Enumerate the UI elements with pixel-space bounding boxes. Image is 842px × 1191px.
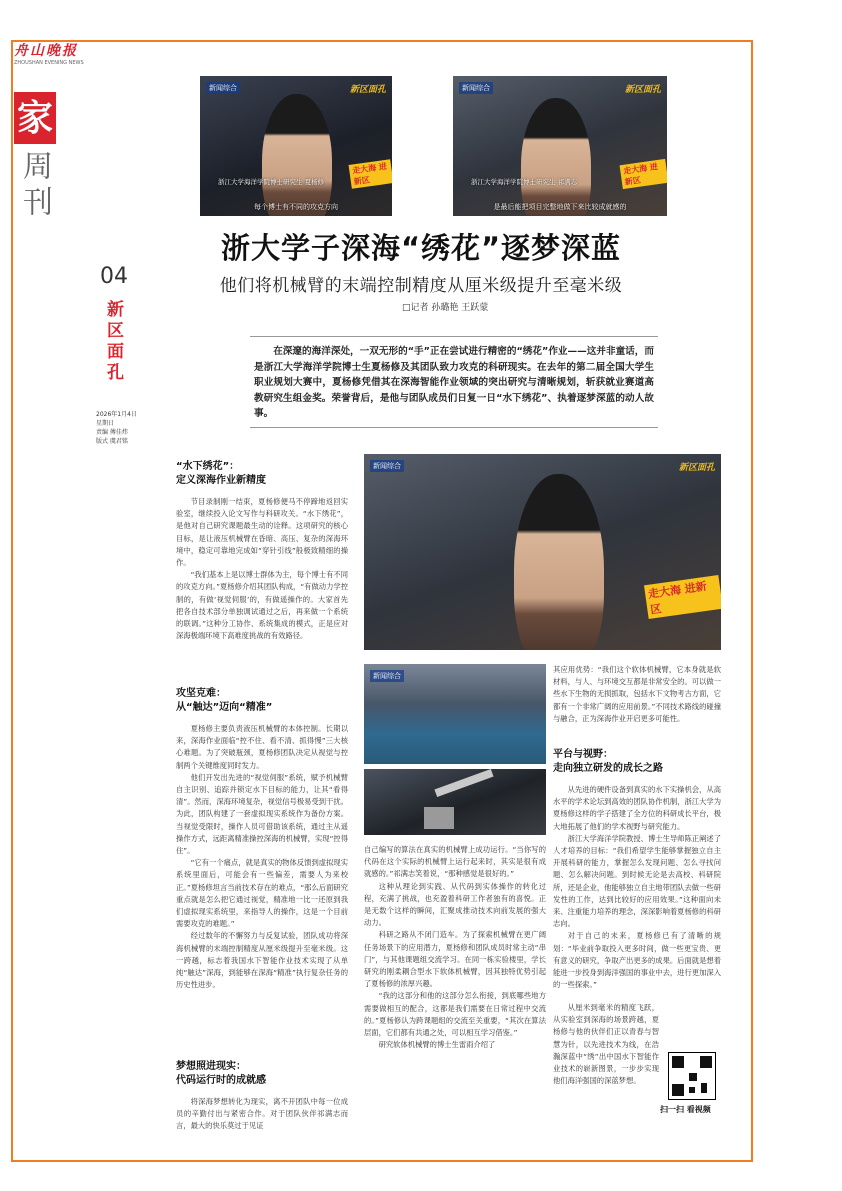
qr-label: 扫一扫 看视频 bbox=[660, 1105, 711, 1114]
paragraph: “它有一个痛点，就是真实的物体反馈到虚拟现实系统里面后，可能会有一些偏差，需要人为来校正。”夏杨修坦言当前技术存在的难点，“那么后面研究重点就是怎么把它通过视觉，精准地一比一还原到我们虚拟现实系统里，来指导人的操作，这是一个目前需要攻克的难题。” bbox=[176, 858, 348, 929]
issue-meta bbox=[96, 410, 156, 446]
underwater-test-photo bbox=[364, 664, 546, 764]
campaign-badge: 走大海 进新区 bbox=[620, 159, 667, 189]
paragraph: 对于自己的未来，夏杨修已有了清晰的规划：“毕业前争取投入更多时间，做一些更宝贵、更有意义的研究，争取产出更多的成果。后面就是想着能进一步投身到海洋强国的事业中去，进行更加深入的一些探索。” bbox=[553, 931, 721, 990]
page-number: 04 bbox=[100, 264, 128, 289]
paragraph: 科研之路从不闭门造车。为了探索机械臂在更广阔任务场景下的应用潜力，夏杨修和团队成员时常主动“串门”，与其他课题组交流学习。在同一栋实验楼里，学长研究的刚柔耦合型水下软体机械臂，因其独特优势引起了夏杨修的浓厚兴趣。 bbox=[364, 930, 546, 989]
paragraph: 节目录制刚一结束，夏杨修便马不停蹄地返回实验室，继续投入论文写作与科研攻关。“水下绣花”，是他对自己研究课题最生动的诠释。这项研究的核心目标，是让液压机械臂在昏暗、高压、复杂的深海环境中，稳定可靠地完成如“穿针引线”般极致精细的操作。 bbox=[176, 497, 348, 568]
supplement-logo-char: 家 bbox=[14, 92, 56, 144]
lead-paragraph: 在深邃的海洋深处，一双无形的“手”正在尝试进行精密的“绣花”作业——这并非童话，而是浙江大学海洋学院博士生夏杨修及其团队致力攻克的科研现实。在去年的第二届全国大学生职业规划大赛中，夏杨修凭借其在深海智能作业领域的突出研究与清晰规划，斩获就业赛道高教研究生组金奖。荣誉背后，是他与团队成员们日复一日“水下绣花”、执着逐梦深蓝的动人故事。 bbox=[254, 346, 654, 419]
person-figure bbox=[262, 94, 332, 216]
designer-line: 版式 虞君铭 bbox=[96, 438, 128, 445]
subtitle-line: 梦想照进现实： bbox=[176, 1061, 246, 1072]
paragraph: 从厘米到毫米的精度飞跃，从实验室到深海的场景跨越，夏杨修与他的伙伴们正以青春与智慧为针，以先进技术为线，在浩瀚深蓝中“绣”出中国水下智能作业技术的崭新图景，一步步实现他们海洋强国的深蓝梦想。 bbox=[553, 1003, 659, 1086]
paragraph: 其应用优势：“我们这个软体机械臂，它本身就是软材料，与人、与环境交互都是非常安全的。可以做一些水下生物的无损抓取，包括水下文物考古方面，它都有一个非常广阔的应用前景。”不同技术路线的碰撞与融合，正为深海作业开启更多可能性。 bbox=[553, 665, 721, 723]
top-photo-left bbox=[200, 76, 392, 216]
paragraph: 这种从理论到实践、从代码到实体操作的转化过程，充满了挑战，也充盈着科研工作者独有的喜悦。正是无数个这样的瞬间，汇聚成推动技术向前发展的强大动力。 bbox=[364, 881, 546, 928]
paragraph: 经过数年的不懈努力与反复试验，团队成功将深海机械臂的末端控制精度从厘米级提升至毫米级。这一跨越，标志着我国水下智能作业技术实现了从单纯“触达”深海，到能够在深海“精准”执行复杂任务的历史性进步。 bbox=[176, 931, 348, 990]
name-caption: 浙江大学海洋学院博士研究生 夏杨修 bbox=[218, 178, 325, 186]
article-headline: 浙大学子深海“绣花”逐梦深蓝 bbox=[220, 231, 622, 265]
paragraph: 夏杨修主要负责液压机械臂的本体控制。长期以来，深海作业面临“控不住、看不清、抓得慢”三大核心难题。为了突破瓶颈，夏杨修团队决定从视觉与控制两个关键维度同时发力。 bbox=[176, 724, 348, 770]
supplement-name: 周刊 bbox=[17, 150, 52, 222]
issue-weekday: 星期日 bbox=[96, 420, 115, 427]
paper-name-en: ZHOUSHAN EVENING NEWS bbox=[14, 60, 84, 66]
channel-logo: 新闻综合 bbox=[370, 460, 404, 472]
channel-logo: 新闻综合 bbox=[206, 82, 240, 94]
paragraph: 浙江大学海洋学院教授、博士生导师陈正阐述了人才培养的目标：“我们希望学生能够掌握独立自主开展科研的能力，掌握怎么发现问题、怎么寻找问题、怎么解决问题。到时候无论是去高校、科研院所，还是企业，他能够独立自主地带团队去做一些研发性的工作，达到比较好的应用效果。”这种面向未来、注重能力培养的理念，深深影响着夏杨修的科研志向。 bbox=[553, 833, 721, 929]
paragraph: 自己编写的算法在真实的机械臂上成功运行。“当你写的代码在这个实际的机械臂上运行起来时，其实是很有成就感的。”祁满志笑着说，“那种感觉是很好的。” bbox=[364, 845, 546, 879]
subtitle-line: 攻坚克难： bbox=[176, 688, 226, 699]
program-tag: 新区面孔 bbox=[624, 85, 661, 95]
newspaper-logo bbox=[14, 40, 86, 66]
paragraph: “我的这部分和他的这部分怎么衔接，到底哪些地方需要做相互的配合，这都是我们需要在日常过程中交流的。”夏杨修认为跨课题组的交流至关重要，“其次在算法层面，它们都有共通之处，可以相互学习借鉴。” bbox=[364, 991, 546, 1038]
issue-date: 2026年1月4日 bbox=[96, 411, 137, 418]
paragraph: 研究软体机械臂的博士生雷雨介绍了 bbox=[378, 1040, 496, 1050]
person-with-vr-headset bbox=[514, 474, 604, 650]
paragraph: 他们开发出先进的“视觉伺服”系统，赋予机械臂自主识别、追踪并锁定水下目标的能力，让其“看得清”。然而，深海环境复杂，视觉信号极易受到干扰。为此，团队构建了一套虚拟现实系统作为备份方案。当视觉受限时，操作人员可借助该系统，通过主从遥操作方式，远距离精准操控深海的机械臂，实现“控得住”。 bbox=[176, 772, 348, 856]
robot-arm-photo bbox=[364, 769, 546, 835]
section-name: 新区面孔 bbox=[103, 300, 123, 384]
column-text bbox=[176, 496, 348, 642]
section-subtitle bbox=[176, 460, 356, 488]
quote-caption: 是最后能把项目完整地做下来比较成就感的 bbox=[493, 203, 627, 211]
subtitle-line: “水下绣花”： bbox=[176, 461, 240, 472]
paragraph: 从先进的硬件设备到真实的水下实操机会，从高水平的学术论坛到高效的团队协作机制，浙江大学为夏杨修这样的学子搭建了全方位的科研成长平台，极大地拓展了他们的学术视野与研究能力。 bbox=[553, 785, 721, 831]
subtitle-line: 平台与视野： bbox=[553, 749, 613, 760]
top-photo-right bbox=[453, 76, 667, 216]
column-text bbox=[176, 723, 348, 991]
article-subhead: 他们将机械臂的末端控制精度从厘米级提升至毫米级 bbox=[219, 276, 623, 296]
campaign-badge: 走大海 进新区 bbox=[349, 159, 392, 189]
channel-logo: 新闻综合 bbox=[459, 82, 493, 94]
byline: □记者 孙璐艳 王跃蒙 bbox=[402, 303, 489, 313]
campaign-badge: 走大海 进新区 bbox=[644, 575, 721, 619]
column-text bbox=[553, 1002, 659, 1087]
person-figure bbox=[521, 98, 591, 216]
column-text bbox=[553, 784, 721, 991]
section-subtitle bbox=[553, 748, 723, 776]
subtitle-line: 代码运行时的成就感 bbox=[176, 1075, 266, 1086]
robot-arm-icon bbox=[434, 769, 493, 797]
column-text bbox=[553, 664, 721, 725]
editor-line: 责编 傅佳炜 bbox=[96, 429, 128, 436]
subtitle-line: 从“触达”迈向“精准” bbox=[176, 702, 273, 713]
column-text bbox=[176, 1096, 348, 1133]
section-subtitle bbox=[176, 687, 356, 715]
subtitle-line: 定义深海作业新精度 bbox=[176, 475, 266, 486]
vr-photo bbox=[364, 454, 721, 650]
column-text bbox=[364, 844, 546, 1051]
qr-code-icon[interactable] bbox=[668, 1052, 716, 1100]
section-subtitle bbox=[176, 1060, 356, 1088]
quote-caption: 每个博士有不同的攻克方向 bbox=[254, 203, 338, 211]
program-tag: 新区面孔 bbox=[678, 463, 715, 473]
program-tag: 新区面孔 bbox=[349, 85, 386, 95]
subtitle-line: 走向独立研发的成长之路 bbox=[553, 763, 663, 774]
channel-logo: 新闻综合 bbox=[370, 670, 404, 682]
robot-base-icon bbox=[424, 807, 454, 829]
paragraph: 将深海梦想转化为现实，离不开团队中每一位成员的辛勤付出与紧密合作。对于团队伙伴祁满志而言，最大的快乐莫过于见证 bbox=[176, 1097, 348, 1131]
paper-name: 舟山晚报 bbox=[14, 43, 78, 59]
name-caption: 浙江大学海洋学院博士研究生 祁满志 bbox=[471, 178, 578, 186]
paragraph: “我们基本上是以博士群体为主，每个博士有不同的攻克方向。”夏杨修介绍其团队构成，“有做动力学控制的，有做‘视觉伺服’的，有做遥操作的。大家首先把各自技术部分单独调试通过之后，再来做一个系统的联调。”这种分工协作、系统集成的模式，正是应对深海极端环境下高难度挑战的有效路径。 bbox=[176, 570, 348, 641]
